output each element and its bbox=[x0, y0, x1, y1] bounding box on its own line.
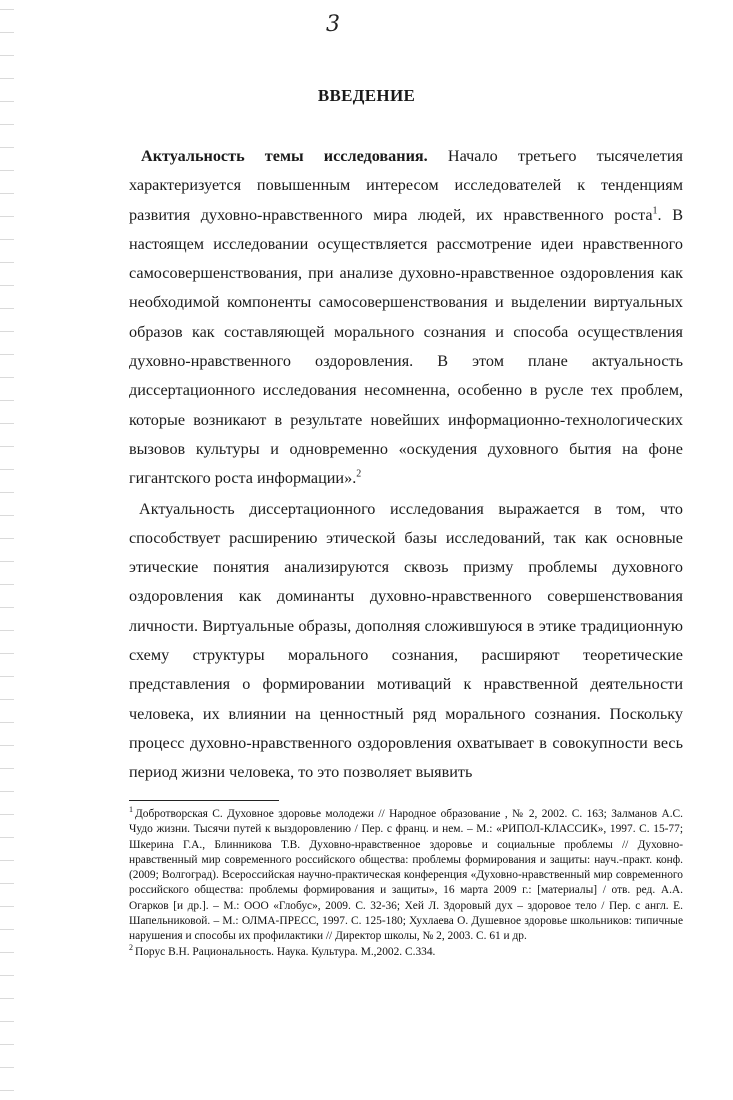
footnote-mark: 2 bbox=[129, 942, 133, 952]
footnote-text: Порус В.Н. Рациональность. Наука. Культура. М.,2002. С.334. bbox=[135, 945, 436, 958]
page-number: 3 bbox=[326, 12, 340, 37]
footnote-ref-1: 1 bbox=[652, 205, 658, 217]
paragraph-lead: Актуальность темы исследования. bbox=[141, 147, 428, 165]
footnotes bbox=[129, 807, 683, 960]
paragraph-text: . В настоящем исследовании осуществляется рассмотрение идеи нравственного самосовершенствования, при анализе духовно-нравственное оздоровления как необходимой компоненты самосовершенствования и выделении виртуальных образов как составляющей морального сознания и способа осуществления духовно-нравственного оздоровления. В этом плане актуальность диссертационного исследования несомненна, особенно в русле тех проблем, которые возникают в результате новейших информационно-технологических вызовов культуры и одновременно «оскудения духовного бытия на фоне гигантского роста информации». bbox=[129, 205, 683, 488]
footnote-mark: 1 bbox=[129, 805, 133, 815]
section-heading: ВВЕДЕНИЕ bbox=[317, 86, 416, 105]
paragraph-contribution: Актуальность диссертационного исследования выражается в том, что способствует расширению этической базы исследований, так как основные этические понятия анализируются сквозь призму проблемы духовного оздоровления как доминанты духовно-нравственного совершенствования личности. Виртуальные образы, дополняя сложившуюся в этике традиционную схему структуры морального сознания, расширяют теоретические представления о формировании мотиваций к нравственной деятельности человека, их влиянии на ценностный ряд морального сознания. Поскольку процесс духовно-нравственного оздоровления охватывает в совокупности весь период жизни человека, то это позволяет выявить bbox=[129, 499, 683, 782]
paragraph-text: Начало третьего тысячелетия характеризуется повышенным интересом исследователей к тенденциям развития духовно-нравственного мира людей, их нравственного роста bbox=[129, 147, 683, 224]
footnote-text: Добротворская С. Духовное здоровье молодежи // Народное образование , № 2, 2002. С. 163; Залманов А.С. Чудо жизни. Тысячи путей к выздоровлению / Пер. с франц. и нем. – М.: «РИПОЛ-КЛАССИК», 1997. С. 15-77; Шкерина Г.А., Блинникова Т.В. Духовно-нравственное здоровье и социальные проблемы // Духовно-нравственный мир современного российского общества: проблемы формирования и защиты: науч.-практ. конф. (2009; Волгоград). Всероссийская научно-практическая конференция «Духовно-нравственный мир современного российского общества: проблемы формирования и защиты», 16 марта 2009 г.: [материалы] / отв. ред. А.А. Огарков [и др.]. – М.: ООО «Глобус», 2009. С. 32-36; Хей Л. Здоровый дух – здоровое тело / Пер. с англ. Е. Шапельниковой. – М.: ОЛМА-ПРЕСС, 1997. С. 125-180; Хухлаева О. Душевное здоровье школьников: типичные нарушения и способы их профилактики // Директор школы, № 2, 2003. С. 61 и др. bbox=[129, 808, 683, 943]
footnote-1 bbox=[129, 807, 683, 945]
footnote-ref-2: 2 bbox=[356, 468, 362, 480]
body-text bbox=[129, 142, 683, 788]
paragraph-relevance bbox=[129, 142, 683, 494]
footnote-divider bbox=[129, 800, 279, 801]
scan-edge-artifact bbox=[0, 0, 14, 1100]
footnote-2 bbox=[129, 942, 683, 960]
